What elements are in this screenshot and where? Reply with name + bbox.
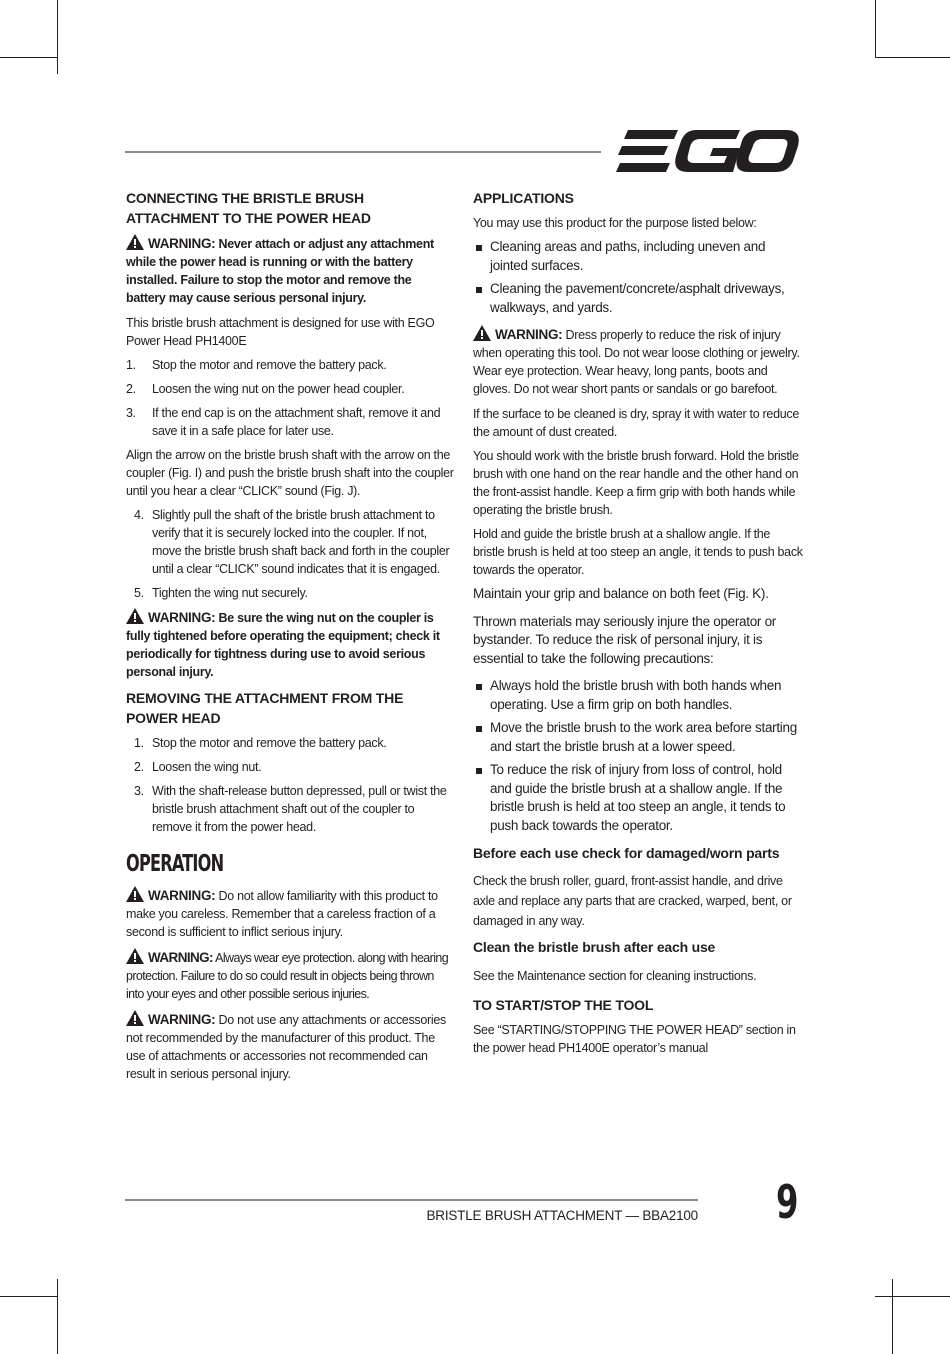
warning-block [473,325,803,398]
list-item [126,380,454,398]
step-text: Slightly pull the shaft of the bristle brush attachment to verify that it is securely locked into the coupler. If not, move the bristle brush shaft back and forth in the coupler until a clear “CLICK” sound indicates that it is engaged. [152,508,450,576]
step-text: Stop the motor and remove the battery pack. [152,358,387,372]
list-item [473,677,803,714]
warning-label: WARNING: [148,610,216,625]
warning-label: WARNING: [148,888,216,903]
check-heading: Before each use check for damaged/worn parts [473,845,780,861]
paragraph: You should work with the bristle brush forward. Hold the bristle brush with one hand on the rear handle and the other hand on the front-assist handle. Keep a firm grip with both hands while operating the bristle brush. [473,449,799,517]
warning-label: WARNING: [148,236,216,251]
connect-steps [126,356,454,440]
step-number: 5. [134,586,144,600]
applications-heading: APPLICATIONS [473,190,574,206]
connect-steps-continued [126,506,454,602]
step-number: 2. [134,760,144,774]
step-number: 4. [134,508,144,522]
applications-intro: You may use this product for the purpose listed below: [473,216,757,230]
list-item [126,506,454,578]
precautions-list [473,677,803,835]
applications-list [473,238,803,317]
start-heading: TO START/STOP THE TOOL [473,997,654,1013]
start-text: See “STARTING/STOPPING THE POWER HEAD” section in the power head PH1400E operator’s manual [473,1023,796,1055]
step-number: 1. [126,358,136,372]
bullet-icon [476,684,482,690]
warning-text: Do not use any attachments or accessories not recommended by the manufacturer of this product. The use of attachments or accessories not recommended can result in serious personal injury. [126,1013,446,1081]
list-item [126,404,454,440]
check-text: Check the brush roller, guard, front-assist handle, and drive axle and replace any parts that are cracked, warped, bent, or damaged in any way. [473,874,792,928]
crop-mark [875,1296,950,1297]
list-item-text: Move the bristle brush to the work area before starting and start the bristle brush at a lower speed. [490,720,797,754]
bullet-icon [476,726,482,732]
list-item [473,238,803,275]
list-item-text: Cleaning the pavement/concrete/asphalt driveways, walkways, and yards. [490,281,785,315]
warning-label: WARNING: [148,950,213,965]
step-number: 1. [134,736,144,750]
right-column [473,188,803,1063]
list-item [473,761,803,835]
remove-heading: REMOVING THE ATTACHMENT FROM THE POWER HEAD [126,690,404,726]
clean-heading: Clean the bristle brush after each use [473,939,716,955]
crop-mark [57,1279,58,1354]
remove-steps [126,734,454,836]
paragraph: Maintain your grip and balance on both feet (Fig. K). [473,586,769,601]
list-item [126,584,454,602]
warning-icon [126,608,144,624]
step-text: Loosen the wing nut on the power head coupler. [152,382,405,396]
step-text: With the shaft-release button depressed, pull or twist the bristle brush attachment shaft out of the coupler to remove it from the power head. [152,784,447,834]
align-text: Align the arrow on the bristle brush shaft with the arrow on the coupler (Fig. I) and push the bristle brush shaft into the coupler until you hear a clear “CLICK” sound (Fig. J). [126,448,454,498]
list-item [126,782,454,836]
step-text: Loosen the wing nut. [152,760,262,774]
warning-icon [126,234,144,250]
step-text: Tighten the wing nut securely. [152,586,308,600]
left-column [126,188,454,1090]
warning-text: Never attach or adjust any attachment while the power head is running or with the battery installed. Failure to stop the motor and remove the battery may cause serious personal injury. [126,237,434,305]
bullet-icon [476,245,482,251]
paragraph: Thrown materials may seriously injure the operator or bystander. To reduce the risk of personal injury, it is essential to take the following precautions: [473,613,776,666]
list-item [126,758,454,776]
paragraph: Hold and guide the bristle brush at a shallow angle. If the bristle brush is held at too steep an angle, it tends to push back towards the operator. [473,527,803,577]
warning-block [126,234,454,307]
warning-icon [126,1010,144,1026]
warning-block [126,948,454,1003]
warning-text: Always wear eye protection. along with hearing protection. Failure to do so could result in objects being thrown into your eyes and other possible serious injuries. [126,951,449,1001]
connect-heading: CONNECTING THE BRISTLE BRUSH ATTACHMENT TO THE POWER HEAD [126,190,371,226]
warning-icon [473,325,491,341]
crop-mark [875,0,876,57]
paragraph: If the surface to be cleaned is dry, spray it with water to reduce the amount of dust created. [473,407,799,439]
step-number: 3. [134,784,144,798]
clean-text: See the Maintenance section for cleaning instructions. [473,969,757,983]
list-item [473,280,803,317]
list-item-text: To reduce the risk of injury from loss of control, hold and guide the bristle brush at a shallow angle. If the bristle brush is held at too steep an angle, it tends to push back towards the operator. [490,762,786,833]
list-item [126,356,454,374]
step-number: 2. [126,382,136,396]
footer-rule [125,1199,698,1201]
bullet-icon [476,287,482,293]
warning-icon [126,948,144,964]
list-item [126,734,454,752]
crop-mark [875,57,950,58]
list-item-text: Always hold the bristle brush with both hands when operating. Use a firm grip on both handles. [490,678,782,712]
intro-text: This bristle brush attachment is designed for use with EGO Power Head PH1400E [126,316,435,348]
warning-text: Dress properly to reduce the risk of injury when operating this tool. Do not wear loose clothing or jewelry. Wear eye protection. Wear heavy, long pants, boots and gloves. Do not wear short pants or sandals or go barefoot. [473,328,800,396]
warning-label: WARNING: [148,1012,216,1027]
warning-text: Be sure the wing nut on the coupler is fully tightened before operating the equipment; check it periodically for tightness during use to avoid serious personal injury. [126,611,440,679]
list-item-text: Cleaning areas and paths, including uneven and jointed surfaces. [490,239,766,273]
header-rule [125,151,601,153]
warning-block [126,608,454,681]
crop-mark [0,1296,57,1297]
step-text: If the end cap is on the attachment shaft, remove it and save it in a safe place for later use. [152,406,441,438]
warning-block [126,886,454,941]
page-number: 9 [776,1175,799,1229]
step-text: Stop the motor and remove the battery pack. [152,736,387,750]
warning-block [126,1010,454,1083]
footer-title: BRISTLE BRUSH ATTACHMENT — BBA2100 [426,1208,698,1223]
warning-label: WARNING: [495,327,563,342]
operation-title: OPERATION [126,851,224,877]
bullet-icon [476,768,482,774]
list-item [473,719,803,756]
warning-icon [126,886,144,902]
crop-mark [892,1279,893,1354]
warning-text: Do not allow familiarity with this product to make you careless. Remember that a careless fraction of a second is sufficient to inflict serious injury. [126,889,438,939]
ego-logo [616,128,800,174]
step-number: 3. [126,406,136,420]
crop-mark [0,57,57,58]
crop-mark [57,0,58,74]
